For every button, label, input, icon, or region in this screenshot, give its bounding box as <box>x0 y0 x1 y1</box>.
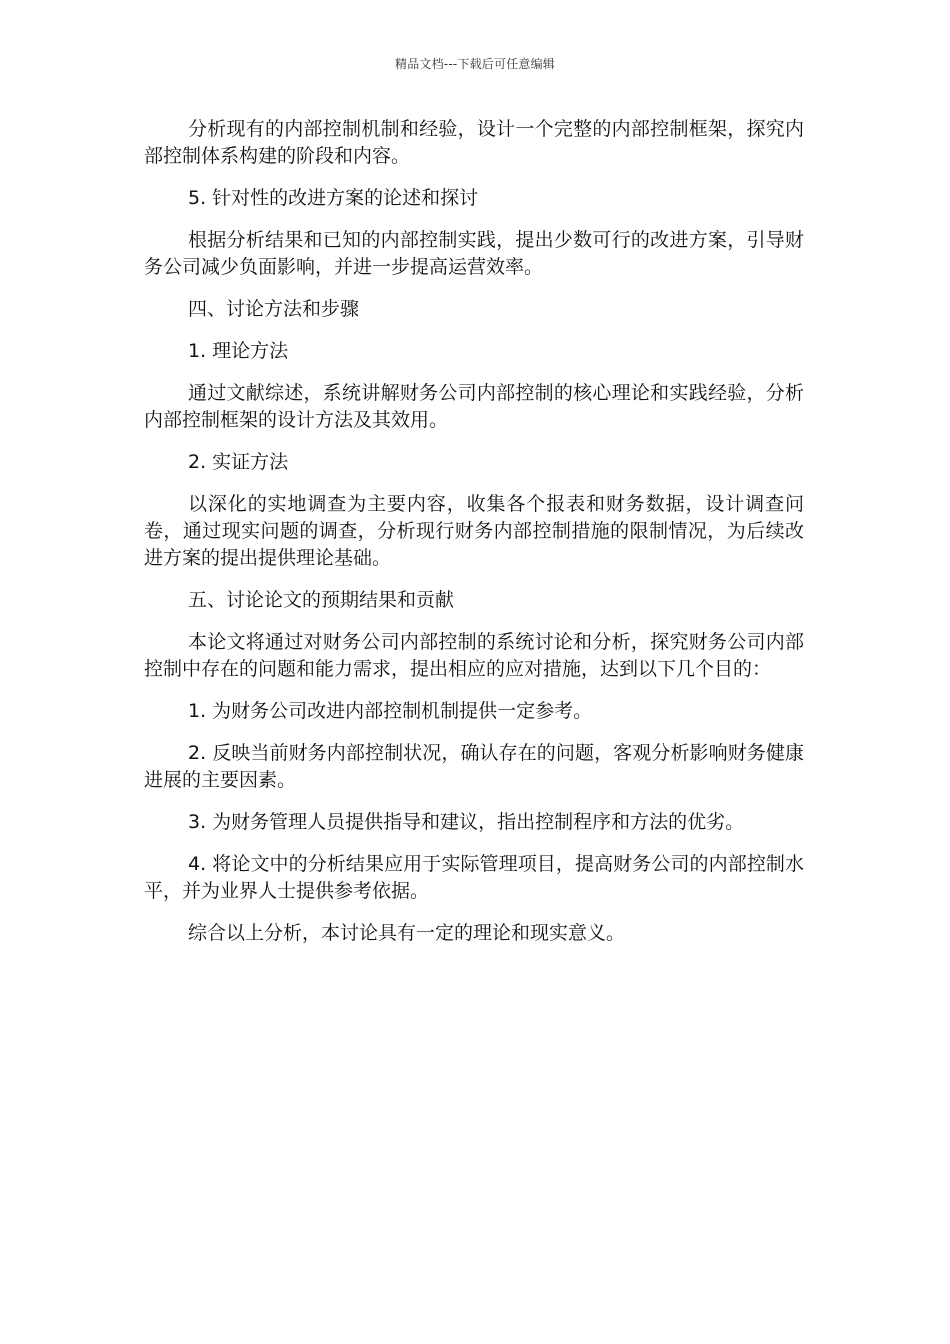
heading-empirical-method: 2. 实证方法 <box>188 451 289 473</box>
heading-improvement-plan: 5. 针对性的改进方案的论述和探讨 <box>188 187 479 209</box>
list-item-goal-3: 3. 为财务管理人员提供指导和建议，指出控制程序和方法的优劣。 <box>188 811 745 833</box>
paragraph-improvement-plan: 根据分析结果和已知的内部控制实践，提出少数可行的改进方案，引导财务公司减少负面影响，并进一步提高运营效率。 <box>144 229 804 278</box>
heading-theory-method: 1. 理论方法 <box>188 340 289 362</box>
list-item-goal-1: 1. 为财务公司改进内部控制机制提供一定参考。 <box>188 700 593 722</box>
document-body <box>144 116 804 962</box>
paragraph-expected-results: 本论文将通过对财务公司内部控制的系统讨论和分析，探究财务公司内部控制中存在的问题和能力需求，提出相应的应对措施，达到以下几个目的： <box>144 631 804 680</box>
list-item-goal-2: 2. 反映当前财务内部控制状况，确认存在的问题，客观分析影响财务健康进展的主要因素。 <box>144 742 804 791</box>
paragraph-conclusion: 综合以上分析，本讨论具有一定的理论和现实意义。 <box>188 922 626 944</box>
section-heading-methods: 四、讨论方法和步骤 <box>188 298 360 320</box>
paragraph-empirical-method: 以深化的实地调查为主要内容，收集各个报表和财务数据，设计调查问卷，通过现实问题的调查，分析现行财务内部控制措施的限制情况，为后续改进方案的提出提供理论基础。 <box>144 493 804 569</box>
list-item-goal-4: 4. 将论文中的分析结果应用于实际管理项目，提高财务公司的内部控制水平，并为业界人士提供参考依据。 <box>144 853 804 902</box>
paragraph-framework-design: 分析现有的内部控制机制和经验，设计一个完整的内部控制框架，探究内部控制体系构建的阶段和内容。 <box>144 118 804 167</box>
section-heading-expected-results: 五、讨论论文的预期结果和贡献 <box>188 589 455 611</box>
paragraph-theory-method: 通过文献综述，系统讲解财务公司内部控制的核心理论和实践经验，分析内部控制框架的设计方法及其效用。 <box>144 382 804 431</box>
page-header: 精品文档---下载后可任意编辑 <box>395 57 555 71</box>
